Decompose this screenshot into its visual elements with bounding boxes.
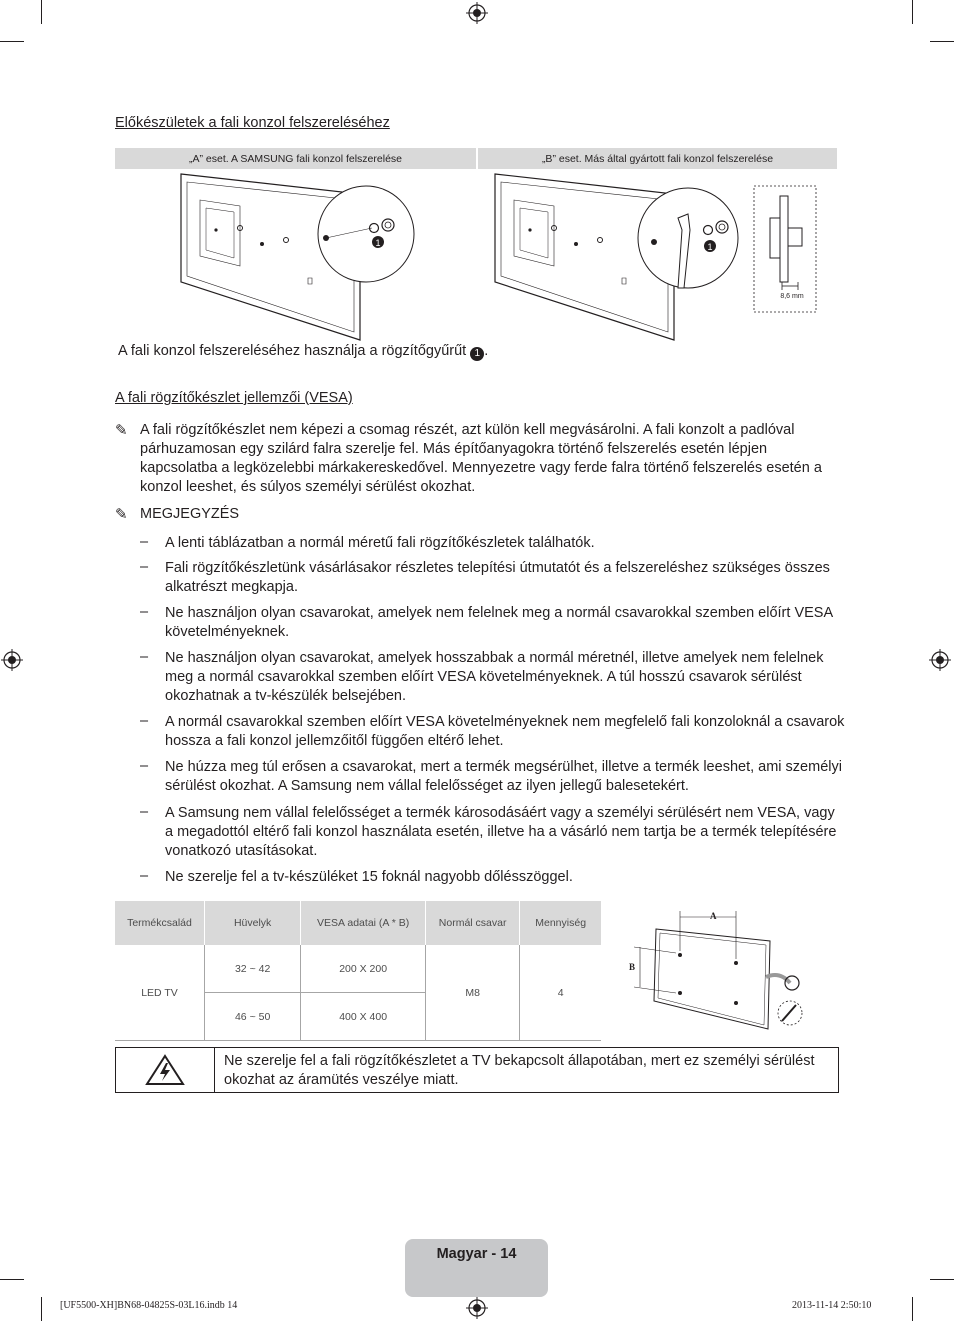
table-header-row bbox=[115, 901, 601, 945]
crop-mark bbox=[930, 1279, 954, 1280]
table-cell-quantity: 4 bbox=[520, 945, 601, 1041]
table-cell-inch: 32 ~ 42 bbox=[204, 945, 300, 993]
crop-mark bbox=[0, 1279, 24, 1280]
list-item: Ne húzza meg túl erősen a csavarokat, mert a termék megsérülhet, illetve a termék leeshet, ami személyi sérülést okozhat. A Samsung nem vállal felelősséget az ilyen jellegű balesetekért. bbox=[165, 759, 842, 794]
table-cell-screw: M8 bbox=[425, 945, 519, 1041]
case-a-header: „A” eset. A SAMSUNG fali konzol felszerelése bbox=[115, 148, 476, 169]
note-heading: MEGJEGYZÉS bbox=[140, 506, 240, 522]
note-paragraph: A fali rögzítőkészlet nem képezi a csomag részét, azt külön kell megvásárolni. A fali konzolt a padlóval párhuzamosan egy szilárd falra szerelje fel. Más építőanyagokra történő felszerelés esetén lépjen kapcsolatba a legközelebbi márkakereskedővel. Mennyezetre vagy ferde falra történő felszerelés esetén a konzol leeshet, és súlyos személyi sérülést okozhat. bbox=[140, 422, 822, 495]
table-cell-family: LED TV bbox=[115, 945, 204, 1041]
bullet-dash: – bbox=[140, 559, 149, 575]
column-header: Hüvelyk bbox=[204, 901, 300, 945]
bullet-dash: – bbox=[140, 534, 149, 550]
bullet-dash: – bbox=[140, 758, 149, 774]
footer-timestamp: 2013-11-14 2:50:10 bbox=[792, 1300, 872, 1311]
vesa-spec-table bbox=[115, 901, 601, 1041]
bullet-dash: – bbox=[140, 713, 149, 729]
list-item: Fali rögzítőkészletünk vásárlásakor részletes telepítési útmutatót és a felszereléshez szükséges összes alkatrészt megkapja. bbox=[165, 560, 830, 595]
crop-mark bbox=[41, 0, 42, 24]
list-item: Ne használjon olyan csavarokat, amelyek hosszabbak a normál méretnél, illetve amelyek nem felelnek meg a normál csavarokkal szemben előírt VESA követelményeknek. A túl hosszú csavarok sérülést okozhatnak a tv-készülék belsejében. bbox=[165, 650, 824, 704]
column-header: Mennyiség bbox=[520, 901, 601, 945]
svg-text:8,6 mm: 8,6 mm bbox=[780, 293, 804, 300]
column-header: VESA adatai (A * B) bbox=[301, 901, 426, 945]
list-item: Ne használjon olyan csavarokat, amelyek nem felelnek meg a normál csavarokkal szemben előírt VESA követelményeknek. bbox=[165, 605, 833, 640]
crop-mark bbox=[930, 41, 954, 42]
bullet-dash: – bbox=[140, 604, 149, 620]
case-b-header: „B” eset. Más által gyártott fali konzol felszerelése bbox=[478, 148, 837, 169]
svg-text:1: 1 bbox=[707, 242, 713, 252]
pencil-note-icon: ✎ bbox=[115, 421, 128, 439]
case-a-illustration bbox=[178, 170, 418, 342]
instruction-end: . bbox=[484, 343, 489, 359]
section-heading-preparation: Előkészületek a fali konzol felszereléséhez bbox=[115, 115, 390, 131]
warning-box bbox=[115, 1047, 839, 1093]
crop-mark bbox=[41, 1297, 42, 1321]
case-b-illustration bbox=[492, 170, 822, 342]
svg-text:B: B bbox=[629, 962, 636, 972]
list-item: A lenti táblázatban a normál méretű fali rögzítőkészletek találhatók. bbox=[165, 535, 595, 551]
crop-mark bbox=[0, 41, 24, 42]
bullet-dash: – bbox=[140, 804, 149, 820]
warning-text: Ne szerelje fel a fali rögzítőkészletet a TV bekapcsolt állapotában, mert ez személyi sérülést okozhat az áramütés veszélye miatt. bbox=[224, 1053, 815, 1088]
electric-shock-warning-icon bbox=[145, 1054, 185, 1086]
table-cell-vesa: 400 X 400 bbox=[301, 993, 426, 1041]
column-header: Termékcsalád bbox=[115, 901, 204, 945]
table-cell-inch: 46 ~ 50 bbox=[204, 993, 300, 1041]
marker-badge: 1 bbox=[470, 347, 484, 361]
registration-mark-icon bbox=[1, 649, 23, 671]
column-header: Normál csavar bbox=[425, 901, 519, 945]
crop-mark bbox=[912, 1297, 913, 1321]
instruction-label: A fali konzol felszereléséhez használja a rögzítőgyűrűt bbox=[118, 343, 467, 359]
list-item: Ne szerelje fel a tv-készüléket 15 foknál nagyobb dőlésszöggel. bbox=[165, 869, 573, 885]
bullet-dash: – bbox=[140, 649, 149, 665]
footer-filename: [UF5500-XH]BN68-04825S-03L16.indb 14 bbox=[60, 1300, 238, 1311]
vesa-dimension-diagram bbox=[620, 905, 820, 1035]
crop-mark bbox=[912, 0, 913, 24]
table-cell-vesa: 200 X 200 bbox=[301, 945, 426, 993]
registration-mark-icon bbox=[466, 1297, 488, 1319]
bullet-dash: – bbox=[140, 868, 149, 884]
page-number: Magyar - 14 bbox=[405, 1239, 548, 1297]
pencil-note-icon: ✎ bbox=[115, 505, 128, 523]
list-item: A Samsung nem vállal felelősséget a termék károsodásáért vagy a személyi sérülésért nem VESA, vagy a megadottól eltérő fali konzol használata esetén, illetve ha a vásárló nem tartja be a termék telepítésére vonatkozó utasításokat. bbox=[165, 805, 837, 859]
section-heading-vesa: A fali rögzítőkészlet jellemzői (VESA) bbox=[115, 390, 353, 406]
instruction-text bbox=[118, 342, 488, 361]
registration-mark-icon bbox=[466, 2, 488, 24]
list-item: A normál csavarokkal szemben előírt VESA követelményeknek nem megfelelő fali konzoloknál a csavarok hossza a fali konzol jellemzőitől függően eltérő lehet. bbox=[165, 714, 845, 749]
svg-text:A: A bbox=[710, 911, 717, 921]
svg-text:1: 1 bbox=[375, 238, 381, 248]
table-row bbox=[115, 945, 601, 993]
registration-mark-icon bbox=[929, 649, 951, 671]
